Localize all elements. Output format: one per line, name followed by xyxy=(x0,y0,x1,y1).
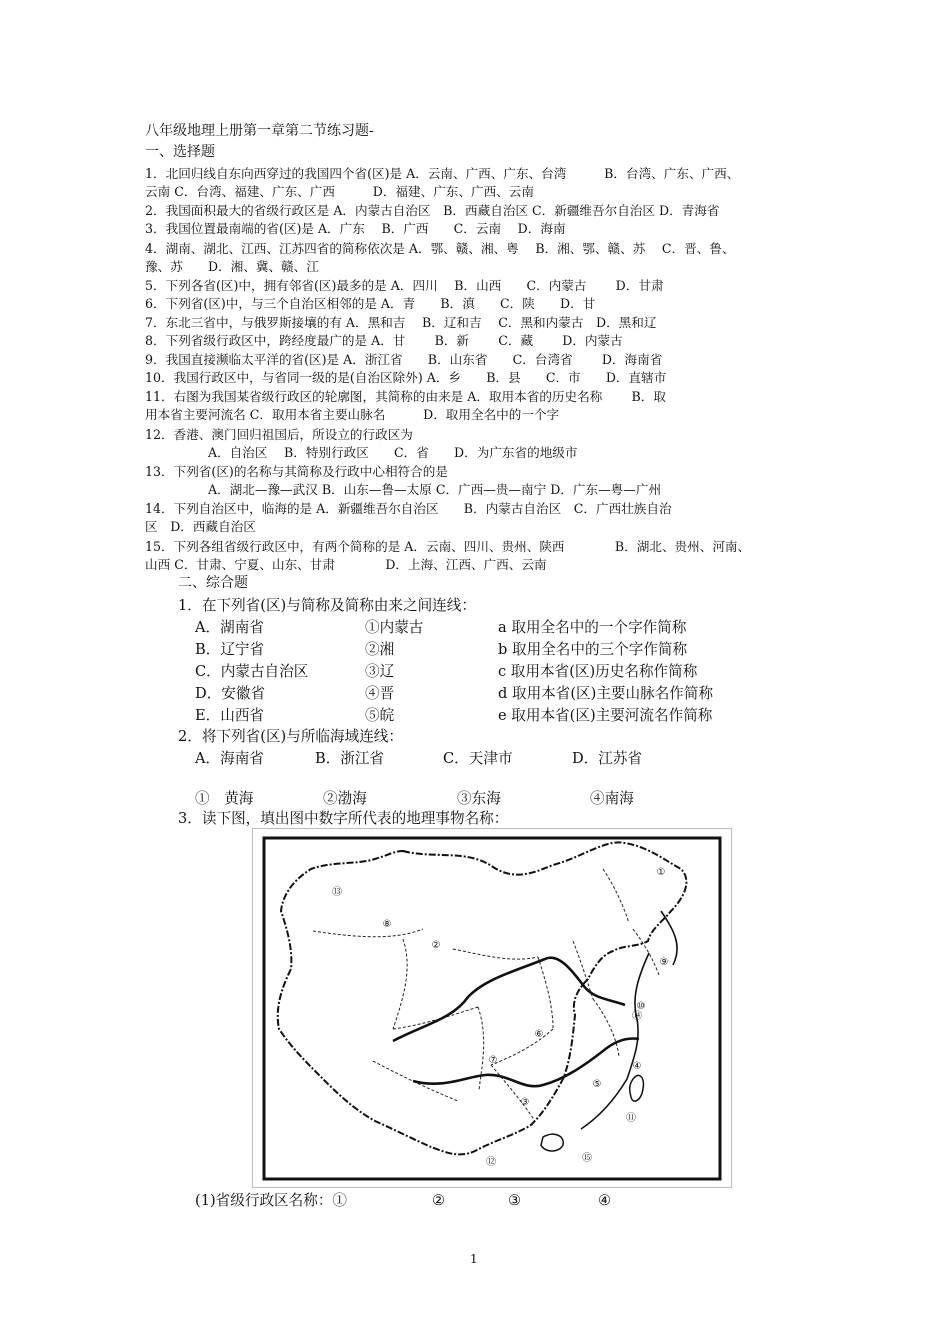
map-label: ⑪ xyxy=(626,1113,636,1124)
c2-province: A．海南省 xyxy=(195,750,264,767)
question-line: 13．下列省(区)的名称与其简称及行政中心相符合的是 xyxy=(145,464,448,479)
question-line: 1．北回归线自东向西穿过的我国四个省(区)是 A．云南、广西、广东、台湾 B．台湾、广东、广西、 xyxy=(145,166,740,181)
c1-province: D．安徽省 xyxy=(195,685,266,702)
c1-abbr: ①内蒙古 xyxy=(365,619,424,636)
map-label: ⑩ xyxy=(636,1001,646,1012)
china-map-figure xyxy=(252,828,732,1188)
c1-origin: e 取用本省(区)主要河流名作简称 xyxy=(498,707,713,724)
c1-origin: d 取用本省(区)主要山脉名作简称 xyxy=(498,685,714,702)
province-boundaries xyxy=(313,869,659,1121)
map-number-labels xyxy=(332,867,668,1168)
question-line: 7．东北三省中，与俄罗斯接壤的有 A．黑和吉 B．辽和吉 C．黑和内蒙古 D．黑和辽 xyxy=(145,315,657,330)
c1-abbr: ②湘 xyxy=(365,641,395,658)
map-label: ⑮ xyxy=(582,1153,592,1164)
map-label: ⑧ xyxy=(382,919,392,930)
c1-origin: a 取用全名中的一个字作简称 xyxy=(498,619,687,636)
question-line: 11．右图为我国某省级行政区的轮廓图，其简称的由来是 A．取用本省的历史名称 B．取 xyxy=(145,389,666,404)
c1-province: E．山西省 xyxy=(195,707,265,724)
question-line: 12．香港、澳门回归祖国后，所设立的行政区为 xyxy=(145,427,413,442)
map-label: ② xyxy=(431,940,441,951)
map-label: ⑥ xyxy=(534,1029,544,1040)
c1-abbr: ③辽 xyxy=(365,663,395,680)
c2-sea: ① 黄海 xyxy=(195,790,254,807)
question-line: 3．我国位置最南端的省(区)是 A．广东 B．广西 C．云南 D．海南 xyxy=(145,221,566,236)
map-label: ④ xyxy=(632,1061,642,1072)
question-line: 用本省主要河流名 C．取用本省主要山脉名 D．取用全名中的一个字 xyxy=(145,407,560,422)
c3-title: 3．读下图，填出图中数字所代表的地理事物名称： xyxy=(178,810,509,827)
map-label: ③ xyxy=(520,1097,530,1108)
c2-sea: ③东海 xyxy=(457,790,501,807)
c1-abbr: ⑤皖 xyxy=(365,707,395,724)
section-comprehensive-heading: 二、综合题 xyxy=(178,575,248,591)
question-line: 8．下列省级行政区中，跨经度最广的是 A．甘 B．新 C．藏 D．内蒙古 xyxy=(145,333,623,348)
c2-province: D．江苏省 xyxy=(572,750,643,767)
c3-answer-blank: ④ xyxy=(598,1192,612,1209)
map-label: ① xyxy=(656,867,666,878)
coastline xyxy=(581,911,677,1129)
question-line: A．自治区 B．特别行政区 C．省 D．为广东省的地级市 xyxy=(145,445,578,460)
map-label: ⑦ xyxy=(488,1055,498,1066)
map-label: ⑬ xyxy=(332,887,342,898)
c1-province: A．湖南省 xyxy=(195,619,264,636)
c1-province: B．辽宁省 xyxy=(195,641,265,658)
map-label: ⑫ xyxy=(486,1157,496,1168)
question-line: 14．下列自治区中，临海的是 A．新疆维吾尔自治区 B．内蒙古自治区 C．广西壮族自治 xyxy=(145,501,672,516)
page-title: 八年级地理上册第一章第二节练习题- xyxy=(145,123,374,139)
c2-province: B．浙江省 xyxy=(315,750,385,767)
c2-sea: ②渤海 xyxy=(323,790,367,807)
c1-province: C．内蒙古自治区 xyxy=(195,663,309,680)
china-map xyxy=(253,829,731,1187)
c1-title: 1．在下列省(区)与简称及简称由来之间连线： xyxy=(178,597,476,614)
question-line: 云南 C．台湾、福建、广东、广西 D．福建、广东、广西、云南 xyxy=(145,184,534,199)
c3-answer-blank: ② xyxy=(432,1192,446,1209)
map-label: ⑤ xyxy=(592,1079,602,1090)
question-line: 区 D．西藏自治区 xyxy=(145,519,256,534)
question-line: 10．我国行政区中，与省同一级的是(自治区除外) A．乡 B．县 C．市 D．直辖市 xyxy=(145,370,667,385)
question-line: 4．湖南、湖北、江西、江苏四省的简称依次是 A．鄂、赣、湘、粤 B．湘、鄂、赣、苏 C．晋、鲁、 xyxy=(145,241,735,256)
map-label: ⑨ xyxy=(659,957,669,968)
question-line: 5．下列各省(区)中，拥有邻省(区)最多的是 A．四川 B．山西 C．内蒙古 D．甘肃 xyxy=(145,278,664,293)
section-choice-heading: 一、选择题 xyxy=(145,144,215,160)
c2-province: C．天津市 xyxy=(443,750,513,767)
question-line: 6．下列省(区)中，与三个自治区相邻的是 A．青 B．滇 C．陕 D．甘 xyxy=(145,296,596,311)
c3-answer-label: (1)省级行政区名称：① xyxy=(195,1192,348,1209)
river-yellow xyxy=(393,958,625,1041)
taiwan-island xyxy=(630,1075,644,1101)
c2-title: 2．将下列省(区)与所临海域连线： xyxy=(178,728,403,745)
question-line: 山西 C．甘肃、宁夏、山东、甘肃 D．上海、江西、广西、云南 xyxy=(145,557,547,572)
c1-abbr: ④晋 xyxy=(365,685,395,702)
map-label: ⑭ xyxy=(632,1011,642,1022)
question-line: 15．下列各组省级行政区中，有两个简称的是 A．云南、四川、贵州、陕西 B．湖北、贵州、河南、 xyxy=(145,539,751,554)
c1-origin: c 取用本省(区)历史名称作简称 xyxy=(498,663,698,680)
river-yangtze xyxy=(413,1039,639,1087)
question-line: 豫、苏 D．湘、冀、赣、江 xyxy=(145,259,319,274)
page-number: 1 xyxy=(470,1252,478,1266)
hainan-island xyxy=(541,1134,563,1151)
question-line: A．湖北—豫—武汉 B．山东—鲁—太原 C．广西—贵—南宁 D．广东—粤—广州 xyxy=(145,482,662,497)
c2-sea: ④南海 xyxy=(590,790,634,807)
question-line: 2．我国面积最大的省级行政区是 A．内蒙古自治区 B．西藏自治区 C．新疆维吾尔自治区 D．青海省 xyxy=(145,203,720,218)
c1-origin: b 取用全名中的三个字作简称 xyxy=(498,641,688,658)
question-line: 9．我国直接濒临太平洋的省(区)是 A．浙江省 B．山东省 C．台湾省 D．海南省 xyxy=(145,352,663,367)
c3-answer-blank: ③ xyxy=(508,1192,522,1209)
